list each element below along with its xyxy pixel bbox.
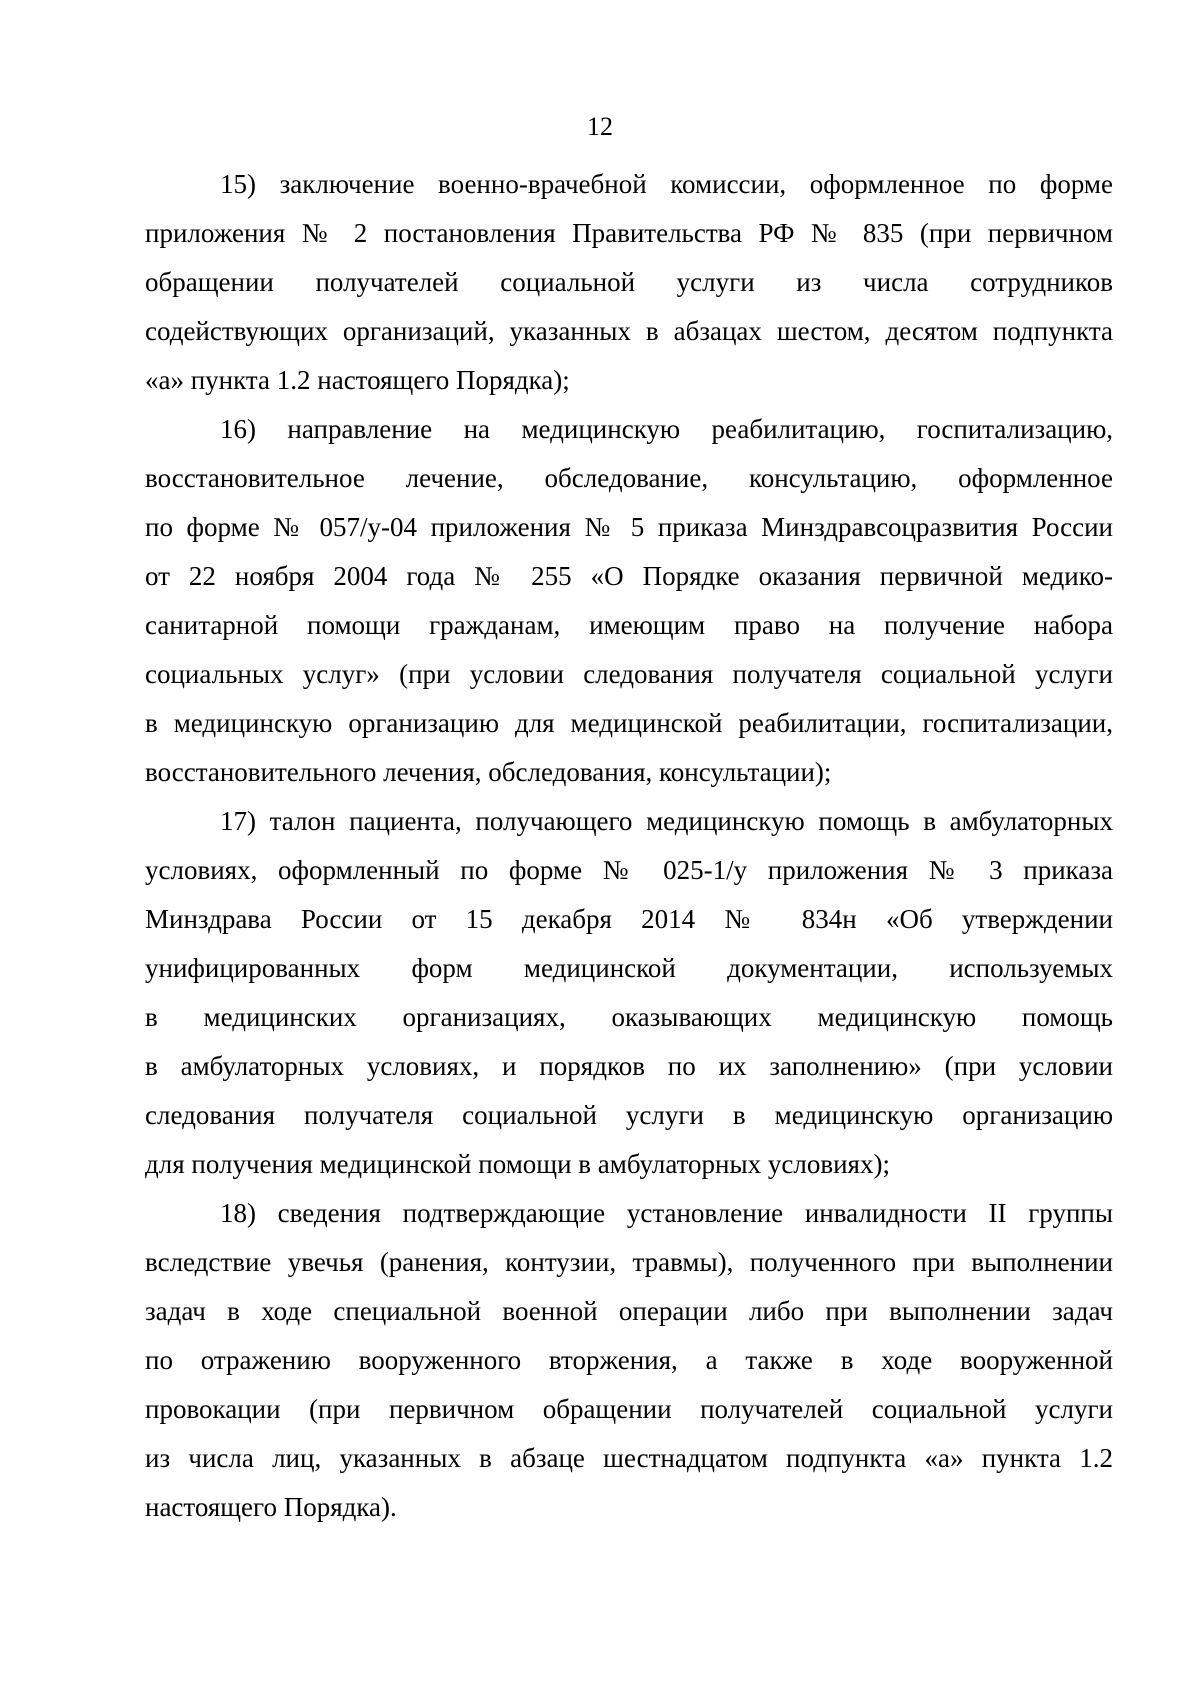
text-line: 16) направление на медицинскую реабилитацию, госпитализацию, xyxy=(220,414,1113,444)
text-line: 18) сведения подтверждающие установление инвалидности II группы xyxy=(220,1198,1113,1228)
text-line: унифицированных форм медицинской документации, используемых xyxy=(145,953,1113,983)
paragraph-item-17 xyxy=(145,797,1113,1189)
paragraph-item-18 xyxy=(145,1189,1113,1532)
text-line: в медицинскую организацию для медицинской реабилитации, госпитализации, xyxy=(145,708,1113,738)
text-line: восстановительного лечения, обследования, консультации); xyxy=(145,757,832,787)
document-body xyxy=(145,160,1113,1532)
text-line: 17) талон пациента, получающего медицинскую помощь в амбулаторных xyxy=(220,806,1113,836)
text-line: «а» пункта 1.2 настоящего Порядка); xyxy=(145,365,570,395)
text-line: следования получателя социальной услуги в медицинскую организацию xyxy=(145,1100,1113,1130)
text-line: для получения медицинской помощи в амбулаторных условиях); xyxy=(145,1149,890,1179)
text-line: от 22 ноября 2004 года № 255 «О Порядке оказания первичной медико- xyxy=(145,561,1113,591)
text-line: содействующих организаций, указанных в абзацах шестом, десятом подпункта xyxy=(145,316,1113,346)
text-line: условиях, оформленный по форме № 025-1/у приложения № 3 приказа xyxy=(145,855,1113,885)
text-line: в медицинских организациях, оказывающих медицинскую помощь xyxy=(145,1002,1113,1032)
text-line: по форме № 057/у-04 приложения № 5 приказа Минздравсоцразвития России xyxy=(145,512,1113,542)
paragraph-item-16 xyxy=(145,405,1113,797)
page-number: 12 xyxy=(587,112,613,141)
text-line: Минздрава России от 15 декабря 2014 № 834н «Об утверждении xyxy=(145,904,1113,934)
text-line: настоящего Порядка). xyxy=(145,1492,397,1522)
text-line: вследствие увечья (ранения, контузии, травмы), полученного при выполнении xyxy=(145,1247,1113,1277)
paragraph-item-15 xyxy=(145,160,1113,405)
text-line: из числа лиц, указанных в абзаце шестнадцатом подпункта «а» пункта 1.2 xyxy=(145,1443,1113,1473)
text-line: социальных услуг» (при условии следования получателя социальной услуги xyxy=(145,659,1113,689)
text-line: в амбулаторных условиях, и порядков по их заполнению» (при условии xyxy=(145,1051,1113,1081)
text-line: задач в ходе специальной военной операции либо при выполнении задач xyxy=(145,1296,1113,1326)
text-line: по отражению вооруженного вторжения, а также в ходе вооруженной xyxy=(145,1345,1113,1375)
text-line: приложения № 2 постановления Правительства РФ № 835 (при первичном xyxy=(145,218,1113,248)
text-line: провокации (при первичном обращении получателей социальной услуги xyxy=(145,1394,1113,1424)
text-line: восстановительное лечение, обследование, консультацию, оформленное xyxy=(145,463,1113,493)
text-line: санитарной помощи гражданам, имеющим право на получение набора xyxy=(145,610,1113,640)
text-line: 15) заключение военно-врачебной комиссии, оформленное по форме xyxy=(220,169,1113,199)
text-line: обращении получателей социальной услуги из числа сотрудников xyxy=(145,267,1113,297)
